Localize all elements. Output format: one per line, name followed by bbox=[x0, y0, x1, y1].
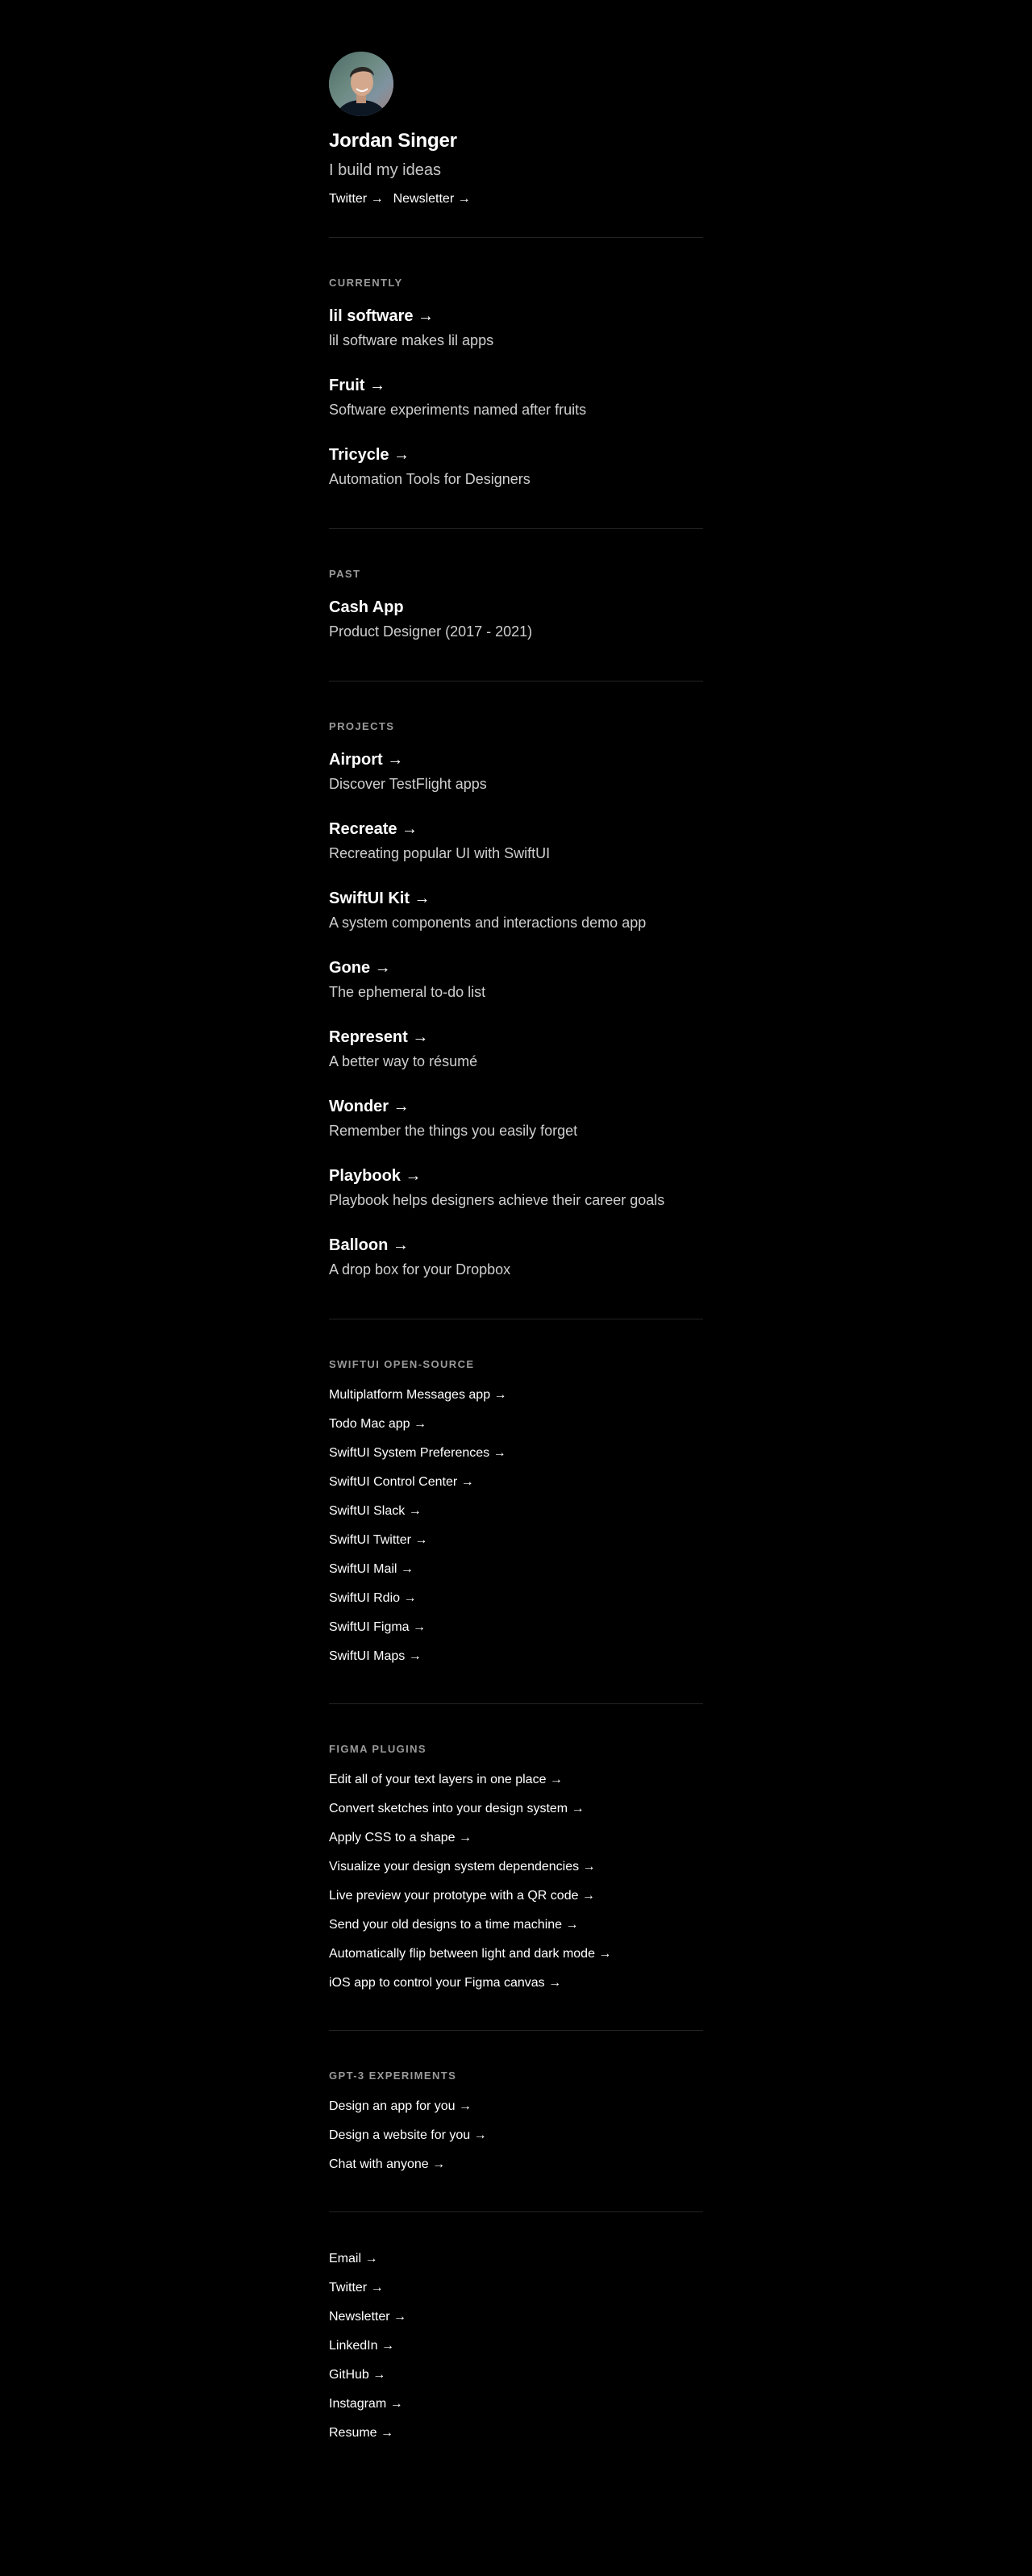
entry-description: A drop box for your Dropbox bbox=[329, 1261, 511, 1278]
entry-recreate bbox=[329, 819, 703, 864]
entry-tricycle bbox=[329, 444, 703, 490]
list-item bbox=[329, 2425, 703, 2441]
swiftui-mail-link[interactable]: SwiftUI Mail → bbox=[329, 1562, 414, 1576]
email-link[interactable]: Email → bbox=[329, 2252, 378, 2265]
figma-plugin-link[interactable]: Live preview your prototype with a QR code → bbox=[329, 1889, 595, 1903]
section-currently bbox=[329, 238, 703, 528]
newsletter-link[interactable]: Newsletter → bbox=[329, 2310, 407, 2324]
entry-title-link[interactable]: Tricycle → bbox=[329, 446, 410, 464]
swiftui-slack-link[interactable]: SwiftUI Slack → bbox=[329, 1504, 422, 1518]
list-item bbox=[329, 2099, 703, 2115]
section-swiftui-open-source bbox=[329, 1319, 703, 1703]
section-label: FIGMA PLUGINS bbox=[329, 1743, 427, 1755]
entry-title-link[interactable]: Airport → bbox=[329, 751, 404, 769]
figma-plugin-link[interactable]: iOS app to control your Figma canvas → bbox=[329, 1976, 562, 1990]
entry-description: Recreating popular UI with SwiftUI bbox=[329, 845, 551, 861]
entry-description: Discover TestFlight apps bbox=[329, 776, 487, 792]
twitter-link[interactable]: Twitter → bbox=[329, 2281, 384, 2295]
list-item bbox=[329, 1561, 703, 1578]
entry-list bbox=[329, 749, 703, 1280]
list-item bbox=[329, 1888, 703, 1904]
entry-title-link[interactable]: Represent → bbox=[329, 1028, 429, 1046]
swiftui-messages-link[interactable]: Multiplatform Messages app → bbox=[329, 1388, 507, 1402]
avatar-photo-icon bbox=[329, 52, 393, 116]
link-list bbox=[329, 1387, 703, 1665]
entry-description: A better way to résumé bbox=[329, 1053, 478, 1069]
entry-airport bbox=[329, 749, 703, 794]
linkedin-link[interactable]: LinkedIn → bbox=[329, 2339, 394, 2353]
header-links bbox=[329, 190, 703, 208]
list-item bbox=[329, 1772, 703, 1788]
todo-mac-app-link[interactable]: Todo Mac app → bbox=[329, 1417, 427, 1431]
section-label: GPT-3 EXPERIMENTS bbox=[329, 2070, 457, 2082]
figma-plugin-link[interactable]: Apply CSS to a shape → bbox=[329, 1831, 472, 1844]
resume-link[interactable]: Resume → bbox=[329, 2426, 394, 2440]
entry-balloon bbox=[329, 1235, 703, 1280]
gpt3-design-app-link[interactable]: Design an app for you → bbox=[329, 2099, 472, 2113]
profile-page bbox=[329, 0, 703, 2545]
list-item bbox=[329, 1503, 703, 1519]
section-contact bbox=[329, 2212, 703, 2480]
entry-description: lil software makes lil apps bbox=[329, 332, 494, 348]
entry-wonder bbox=[329, 1096, 703, 1141]
list-item bbox=[329, 1416, 703, 1432]
list-item bbox=[329, 2251, 703, 2267]
list-item bbox=[329, 1532, 703, 1549]
gpt3-chat-link[interactable]: Chat with anyone → bbox=[329, 2157, 446, 2171]
entry-swiftui-kit bbox=[329, 888, 703, 933]
link-list bbox=[329, 1772, 703, 1991]
list-item bbox=[329, 2157, 703, 2173]
figma-plugin-link[interactable]: Send your old designs to a time machine → bbox=[329, 1918, 579, 1932]
section-label: CURRENTLY bbox=[329, 277, 403, 289]
swiftui-system-preferences-link[interactable]: SwiftUI System Preferences → bbox=[329, 1446, 506, 1460]
entry-title-link[interactable]: SwiftUI Kit → bbox=[329, 890, 431, 907]
entry-description: Automation Tools for Designers bbox=[329, 471, 531, 487]
figma-plugin-link[interactable]: Convert sketches into your design system → bbox=[329, 1802, 585, 1815]
figma-plugin-link[interactable]: Automatically flip between light and dark mode → bbox=[329, 1947, 612, 1961]
github-link[interactable]: GitHub → bbox=[329, 2368, 386, 2382]
section-projects bbox=[329, 682, 703, 1319]
list-item bbox=[329, 1649, 703, 1665]
section-past bbox=[329, 529, 703, 681]
list-item bbox=[329, 1917, 703, 1933]
list-item bbox=[329, 1830, 703, 1846]
list-item bbox=[329, 2128, 703, 2144]
entry-description: The ephemeral to-do list bbox=[329, 984, 486, 1000]
list-item bbox=[329, 2367, 703, 2383]
entry-lil-software bbox=[329, 306, 703, 351]
list-item bbox=[329, 2280, 703, 2296]
entry-fruit bbox=[329, 375, 703, 420]
entry-list bbox=[329, 597, 703, 642]
contact-link-list bbox=[329, 2251, 703, 2441]
entry-title-link[interactable]: Balloon → bbox=[329, 1236, 409, 1254]
section-label: SWIFTUI OPEN-SOURCE bbox=[329, 1358, 475, 1370]
profile-tagline: I build my ideas bbox=[329, 161, 441, 179]
entry-cash-app bbox=[329, 597, 703, 642]
list-item bbox=[329, 1946, 703, 1962]
entry-playbook bbox=[329, 1165, 703, 1211]
entry-gone bbox=[329, 957, 703, 1002]
entry-title-link[interactable]: Recreate → bbox=[329, 820, 418, 838]
section-figma-plugins bbox=[329, 1704, 703, 2030]
newsletter-link[interactable]: Newsletter → bbox=[393, 192, 471, 206]
entry-title-link[interactable]: Fruit → bbox=[329, 377, 385, 394]
entry-description: Playbook helps designers achieve their career goals bbox=[329, 1192, 665, 1208]
entry-title-link[interactable]: Wonder → bbox=[329, 1098, 410, 1115]
entry-title-link[interactable]: Gone → bbox=[329, 959, 391, 977]
entry-list bbox=[329, 306, 703, 490]
instagram-link[interactable]: Instagram → bbox=[329, 2397, 403, 2411]
profile-name: Jordan Singer bbox=[329, 130, 457, 152]
section-label: PROJECTS bbox=[329, 720, 395, 732]
gpt3-design-website-link[interactable]: Design a website for you → bbox=[329, 2128, 487, 2142]
entry-description: Remember the things you easily forget bbox=[329, 1123, 578, 1139]
section-gpt3-experiments bbox=[329, 2031, 703, 2211]
list-item bbox=[329, 1590, 703, 1607]
list-item bbox=[329, 1801, 703, 1817]
swiftui-rdio-link[interactable]: SwiftUI Rdio → bbox=[329, 1591, 417, 1605]
figma-plugin-link[interactable]: Visualize your design system dependencies → bbox=[329, 1860, 596, 1874]
link-list bbox=[329, 2099, 703, 2173]
figma-plugin-link[interactable]: Edit all of your text layers in one place → bbox=[329, 1773, 563, 1786]
avatar bbox=[329, 52, 393, 116]
entry-represent bbox=[329, 1027, 703, 1072]
list-item bbox=[329, 1619, 703, 1636]
list-item bbox=[329, 2309, 703, 2325]
entry-title-link[interactable]: lil software → bbox=[329, 307, 435, 325]
swiftui-control-center-link[interactable]: SwiftUI Control Center → bbox=[329, 1475, 474, 1489]
list-item bbox=[329, 2396, 703, 2412]
list-item bbox=[329, 1859, 703, 1875]
entry-title: Cash App bbox=[329, 598, 404, 616]
swiftui-maps-link[interactable]: SwiftUI Maps → bbox=[329, 1649, 422, 1663]
list-item bbox=[329, 1474, 703, 1490]
list-item bbox=[329, 1975, 703, 1991]
list-item bbox=[329, 2338, 703, 2354]
section-label: PAST bbox=[329, 568, 361, 580]
entry-description: A system components and interactions demo app bbox=[329, 915, 647, 931]
entry-title-link[interactable]: Playbook → bbox=[329, 1167, 422, 1185]
twitter-link[interactable]: Twitter → bbox=[329, 192, 384, 206]
list-item bbox=[329, 1387, 703, 1403]
list-item bbox=[329, 1445, 703, 1461]
swiftui-twitter-link[interactable]: SwiftUI Twitter → bbox=[329, 1533, 428, 1547]
entry-description: Software experiments named after fruits bbox=[329, 402, 587, 418]
swiftui-figma-link[interactable]: SwiftUI Figma → bbox=[329, 1620, 427, 1634]
profile-header bbox=[329, 52, 703, 208]
entry-description: Product Designer (2017 - 2021) bbox=[329, 623, 533, 640]
